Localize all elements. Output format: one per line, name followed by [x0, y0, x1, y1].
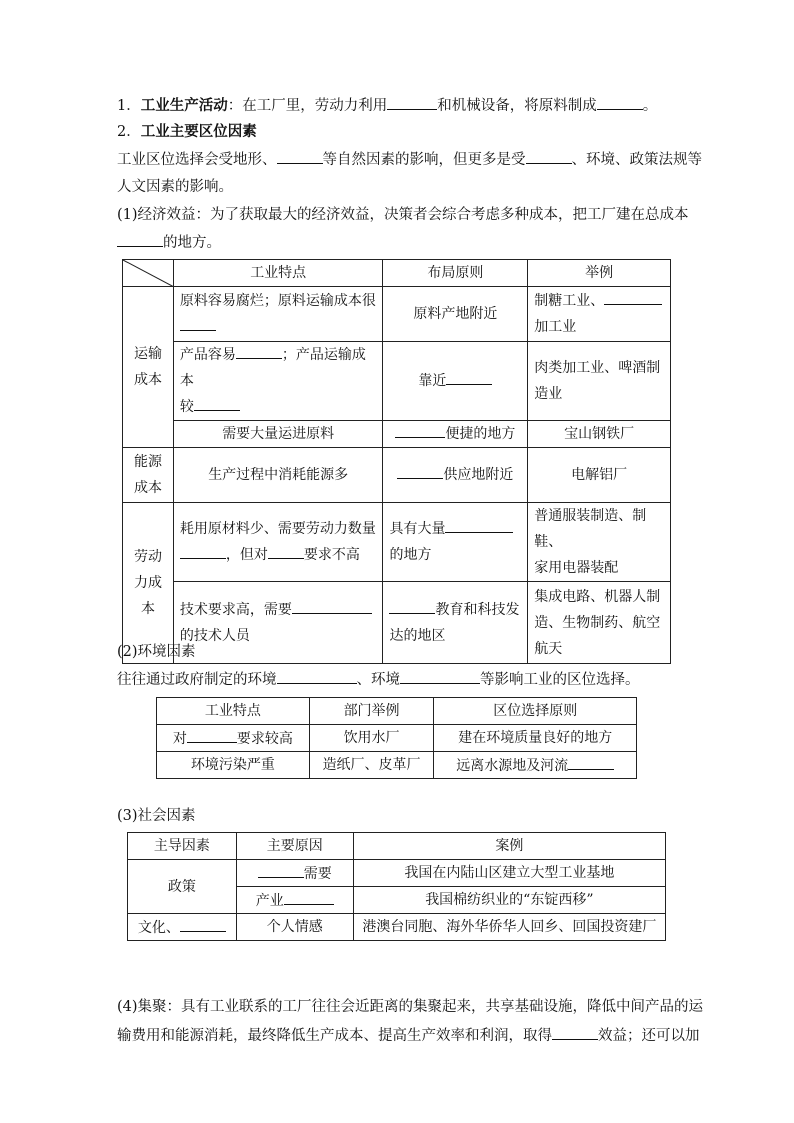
fill-blank[interactable] [180, 315, 216, 331]
fill-blank[interactable] [277, 148, 323, 164]
cell-text: 具有大量 [389, 521, 446, 537]
cell-case: 港澳台同胞、海外华侨华人回乡、回国投资建厂 [353, 914, 665, 941]
cell-factor-policy: 政策 [128, 860, 237, 914]
cell-text: 加工业 [534, 319, 577, 335]
table-row [123, 342, 671, 421]
cell-text: 远离水源地及河流 [456, 757, 569, 774]
cell-principle [383, 448, 528, 503]
table-row [128, 860, 666, 887]
fill-blank[interactable] [597, 94, 643, 110]
table-row [123, 287, 671, 342]
table-row [157, 725, 637, 752]
cell-text: 文化、 [137, 919, 180, 936]
fill-blank[interactable] [552, 1024, 598, 1040]
environment-table [156, 697, 637, 779]
fill-blank[interactable] [389, 598, 435, 614]
group-transport-cost [123, 287, 174, 448]
table-row [123, 448, 671, 503]
fill-blank[interactable] [268, 543, 304, 559]
cell-text: ；产品运输成本 [179, 347, 366, 389]
table-row [123, 503, 671, 582]
cell-dept: 饮用水厂 [309, 725, 434, 752]
group-label-line: 本 [140, 601, 155, 617]
cell-text: ，但对 [225, 547, 268, 563]
fill-blank[interactable] [526, 148, 572, 164]
cell-text: 的地方 [389, 547, 432, 563]
header-factor: 主导因素 [128, 833, 237, 860]
cell-example: 宝山钢铁厂 [528, 421, 671, 448]
header-principle: 区位选择原则 [434, 698, 637, 725]
fill-blank[interactable] [568, 754, 614, 770]
paragraph-agglomeration-line1 [117, 996, 704, 1018]
cell-text: 集成电路、机器人制 [534, 588, 661, 605]
fill-blank[interactable] [387, 94, 437, 110]
text-segment: 和机械设备，将原料制成 [437, 98, 597, 114]
social-factor-table [127, 832, 666, 941]
text-segment: 效益；还可以加 [598, 1028, 700, 1044]
fill-blank[interactable] [395, 422, 445, 438]
cell-feature [173, 503, 383, 582]
cell-text: 造、生物制药、航空 [534, 614, 661, 631]
group-label-line: 劳动 [133, 549, 162, 565]
cell-feature [173, 342, 383, 421]
table-row [128, 914, 666, 941]
paragraph-industrial-production [117, 94, 677, 117]
cell-principle [383, 503, 528, 582]
cell-case: 我国棉纺织业的“东锭西移” [353, 887, 665, 914]
cell-text: 要求较高 [236, 730, 293, 747]
fill-blank[interactable] [446, 369, 492, 385]
fill-blank[interactable] [194, 395, 240, 411]
text-segment: 往往通过政府制定的环境 [117, 672, 277, 688]
item-title: 工业生产活动 [140, 97, 228, 114]
group-label-line: 运输 [133, 346, 162, 362]
cell-principle: 建在环境质量良好的地方 [434, 725, 637, 752]
cell-text: 家用电器装配 [534, 560, 619, 576]
paragraph-environment [117, 668, 677, 691]
header-example: 举例 [528, 260, 671, 287]
header-feature: 工业特点 [173, 260, 383, 287]
paragraph-agglomeration-line2 [117, 1024, 700, 1047]
cell-text: 供应地附近 [443, 467, 514, 483]
group-energy-cost [123, 448, 174, 503]
cell-text: 制糖工业、 [534, 293, 605, 309]
fill-blank[interactable] [180, 543, 226, 559]
paragraph-economic-line1 [117, 204, 689, 226]
text-segment: 工业区位选择会受地形、 [117, 152, 277, 168]
group-label-line: 力成 [133, 575, 162, 591]
diagonal-line-icon [123, 260, 174, 287]
text-segment: ：在工厂里，劳动力利用 [227, 98, 388, 114]
diagonal-header-cell [123, 260, 174, 287]
text-segment: (1)经济效益：为了获取最大的经济效益，决策者会综合考虑多种成本，把工厂建在总成本 [117, 207, 689, 223]
fill-blank[interactable] [258, 862, 304, 878]
group-labor-cost [123, 503, 174, 664]
table-header-row [128, 833, 666, 860]
group-label-line: 成本 [133, 480, 162, 496]
cell-case: 我国在内陆山区建立大型工业基地 [353, 860, 665, 887]
cell-text: 航天 [534, 640, 563, 657]
cell-dept: 造纸厂、皮革厂 [309, 752, 434, 779]
text-segment: (4)集聚：具有工业联系的工厂往往会近距离的集聚起来，共享基础设施，降低中间产品的运 [117, 999, 704, 1015]
cell-reason [236, 887, 353, 914]
cell-example: 电解铝厂 [528, 448, 671, 503]
text-segment: 输费用和能源消耗，最终降低生产成本、提高生产效率和利润，取得 [117, 1028, 552, 1044]
cell-text: 要求不高 [303, 547, 360, 563]
header-case: 案例 [353, 833, 665, 860]
cell-text: 产品容易 [179, 347, 236, 363]
paragraph-location-factors-heading [117, 121, 677, 143]
cell-reason: 个人情感 [236, 914, 353, 941]
cell-principle: 原料产地附近 [383, 287, 528, 342]
cell-text: 较 [179, 399, 194, 415]
table-row [157, 752, 637, 779]
cell-principle [434, 752, 637, 779]
cell-text: 造业 [534, 386, 563, 402]
header-dept: 部门举例 [309, 698, 434, 725]
cell-feature [173, 287, 383, 342]
cell-text: 普通服装制造、制鞋、 [534, 508, 647, 550]
cell-principle [383, 421, 528, 448]
group-label-line: 能源 [133, 454, 162, 470]
cell-text: 的技术人员 [179, 627, 250, 644]
cell-text: 肉类加工业、啤酒制 [534, 360, 661, 376]
header-principle: 布局原则 [383, 260, 528, 287]
fill-blank[interactable] [397, 463, 443, 479]
cell-text: 需要 [303, 865, 332, 882]
text-segment: 的地方。 [163, 235, 221, 251]
item-title: 工业主要区位因素 [140, 123, 257, 140]
cell-text: 产业 [255, 892, 284, 909]
text-segment: 人文因素的影响。 [117, 179, 233, 195]
text-segment: 。 [642, 98, 658, 114]
cell-text: 对 [172, 730, 187, 747]
cell-feature: 环境污染严重 [157, 752, 310, 779]
fill-blank[interactable] [117, 231, 163, 247]
fill-blank[interactable] [187, 727, 237, 743]
cell-feature [157, 725, 310, 752]
fill-blank[interactable] [236, 343, 282, 359]
header-feature: 工业特点 [157, 698, 310, 725]
cell-text: 便捷的地方 [445, 426, 516, 442]
fill-blank[interactable] [400, 668, 480, 684]
cell-reason [236, 860, 353, 887]
fill-blank[interactable] [604, 289, 662, 305]
paragraph-economic-line2 [117, 231, 677, 254]
fill-blank[interactable] [292, 598, 372, 614]
cell-text: 靠近 [418, 373, 447, 389]
item-number: 2． [117, 124, 141, 140]
text-segment: 等自然因素的影响，但更多是受 [322, 152, 526, 168]
cell-example [528, 342, 671, 421]
cell-text: 达的地区 [389, 627, 446, 644]
cell-factor [128, 914, 237, 941]
header-reason: 主要原因 [236, 833, 353, 860]
cell-example [528, 503, 671, 582]
paragraph-location-intro-line1 [117, 148, 702, 171]
table-header-row [157, 698, 637, 725]
text-segment: 、环境、政策法规等 [571, 152, 702, 168]
cell-feature: 需要大量运进原料 [173, 421, 383, 448]
group-label-line: 成本 [133, 372, 162, 388]
table-header-row [123, 260, 671, 287]
section-social-title: (3)社会因素 [117, 808, 196, 824]
paragraph-location-intro-line2 [117, 176, 677, 198]
cell-text: 技术要求高，需要 [179, 601, 292, 618]
text-segment: 、环境 [356, 672, 400, 688]
cell-text: 耗用原材料少、需要劳动力数量 [179, 521, 376, 537]
fill-blank[interactable] [277, 668, 357, 684]
cell-text: 教育和科技发 [435, 601, 520, 618]
item-number: 1． [117, 98, 141, 114]
fill-blank[interactable] [180, 916, 226, 932]
cell-feature: 生产过程中消耗能源多 [173, 448, 383, 503]
section-environment-title: (2)环境因素 [117, 644, 196, 660]
cell-principle [383, 342, 528, 421]
economic-cost-table [122, 259, 671, 664]
text-segment: 等影响工业的区位选择。 [480, 672, 640, 688]
cell-text: 原料容易腐烂；原料运输成本很 [179, 293, 376, 309]
cell-example [528, 287, 671, 342]
table-row [123, 421, 671, 448]
fill-blank[interactable] [284, 889, 334, 905]
fill-blank[interactable] [445, 517, 513, 533]
